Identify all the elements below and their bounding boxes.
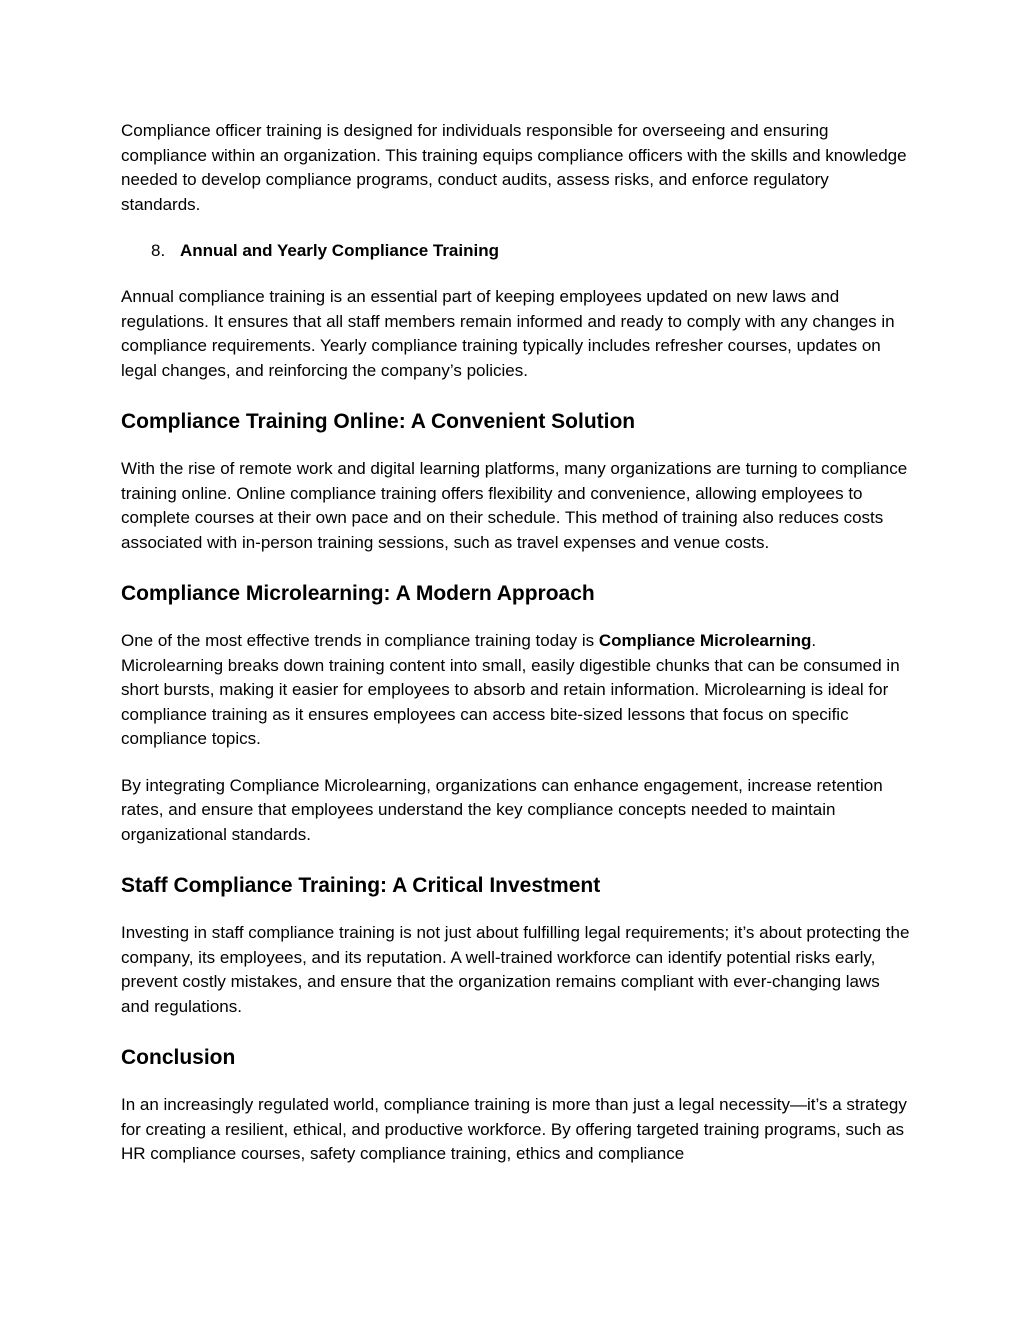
numbered-list-item [121, 239, 911, 263]
microlearning-bold-term: Compliance Microlearning [598, 631, 812, 650]
section-heading-staff: Staff Compliance Training: A Critical Investment [121, 874, 601, 897]
conclusion-paragraph: In an increasingly regulated world, compliance training is more than just a legal necessity—it’s a strategy for creating a resilient, ethical, and productive workforce. By offering targeted training programs, such as HR compliance courses, safety compliance training, ethics and compliance [121, 1095, 907, 1163]
microlearning-paragraph-2: By integrating Compliance Microlearning, organizations can enhance engagement, increase retention rates, and ensure that employees understand the key compliance concepts needed to maintain organizational standards. [121, 775, 883, 844]
list-item-number: 8. [151, 241, 166, 260]
section-heading-online: Compliance Training Online: A Convenient Solution [121, 410, 636, 433]
online-training-paragraph: With the rise of remote work and digital learning platforms, many organizations are turning to compliance training online. Online compliance training offers flexibility and convenience, allowing employees to complete courses at their own pace and on their schedule. This method of training also reduces costs associated with in-person training sessions, such as travel expenses and venue costs. [121, 459, 908, 552]
microlearning-text-after: . Microlearning breaks down training content into small, easily digestible chunks that can be consumed in short bursts, making it easier for employees to absorb and retain information. Microlearning is ideal for compliance training as it ensures employees can access bite-sized lessons that focus on specific compliance topics. [121, 631, 900, 748]
staff-training-paragraph: Investing in staff compliance training is not just about fulfilling legal requirements; it’s about protecting the company, its employees, and its reputation. A well-trained workforce can identify potential risks early, prevent costly mistakes, and ensure that the organization remains compliant with ever-changing laws and regulations. [121, 923, 910, 1016]
section-heading-conclusion: Conclusion [121, 1046, 236, 1069]
list-item-heading: Annual and Yearly Compliance Training [180, 241, 499, 260]
microlearning-text-before: One of the most effective trends in compliance training today is [121, 631, 599, 650]
intro-paragraph: Compliance officer training is designed for individuals responsible for overseeing and ensuring compliance within an organization. This training equips compliance officers with the skills and knowledge needed to develop compliance programs, conduct audits, assess risks, and enforce regulatory standards. [121, 121, 907, 214]
microlearning-paragraph-1 [121, 629, 911, 752]
document-page [121, 119, 911, 1167]
section-heading-microlearning: Compliance Microlearning: A Modern Approach [121, 582, 595, 605]
annual-training-paragraph: Annual compliance training is an essential part of keeping employees updated on new laws and regulations. It ensures that all staff members remain informed and ready to comply with any changes in compliance requirements. Yearly compliance training typically includes refresher courses, updates on legal changes, and reinforcing the company’s policies. [121, 287, 895, 380]
